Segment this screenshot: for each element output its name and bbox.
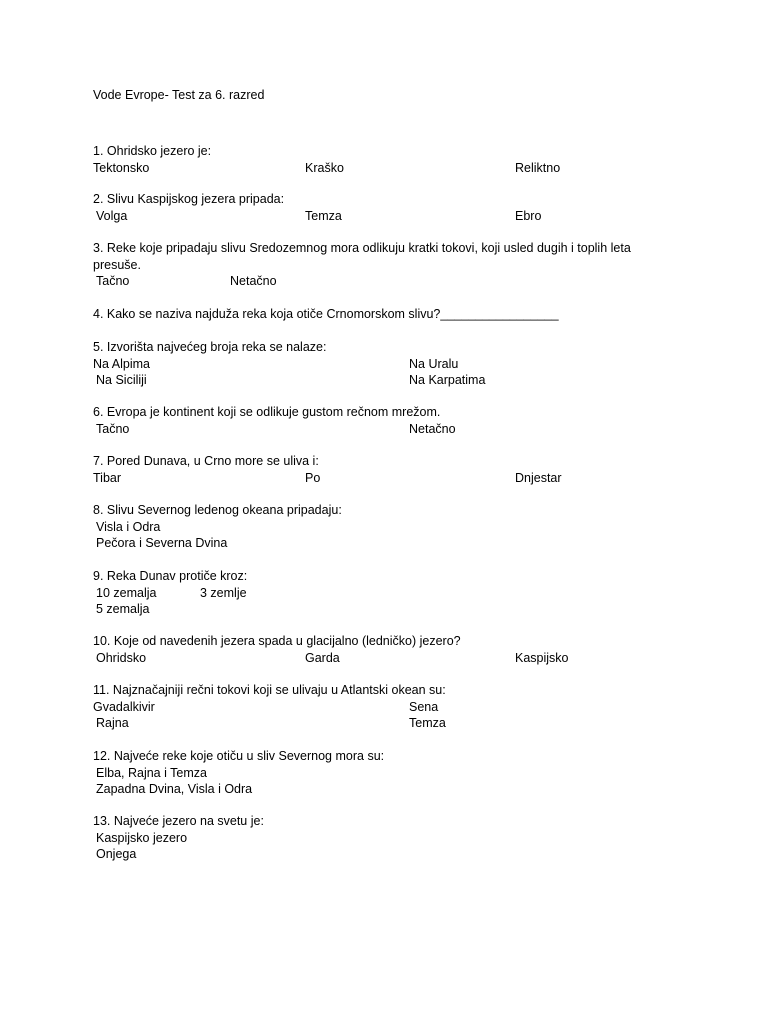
question-3	[93, 240, 668, 290]
options-row	[93, 781, 693, 798]
question-text: 8. Slivu Severnog ledenog okeana pripadaju:	[93, 503, 342, 517]
option: Kaspijsko	[515, 650, 569, 665]
options-row	[93, 846, 693, 863]
option: Rajna	[96, 716, 129, 730]
option: 3 zemlje	[200, 585, 247, 600]
option: Garda	[305, 650, 340, 665]
option: 5 zemalja	[96, 602, 150, 616]
question-text: 3. Reke koje pripadaju slivu Sredozemnog mora odlikuju kratki tokovi, koji usled dugih i toplih leta presuše.	[93, 241, 631, 272]
question-2	[93, 191, 693, 224]
option: Visla i Odra	[96, 519, 161, 534]
option: Na Karpatima	[409, 373, 486, 387]
options-row	[93, 160, 693, 177]
document-title: Vode Evrope- Test za 6. razred	[93, 88, 265, 102]
option: Tibar	[93, 470, 122, 485]
options-row	[93, 830, 693, 847]
option: Temza	[305, 208, 342, 223]
option: Kaspijsko jezero	[96, 830, 188, 845]
question-1	[93, 143, 693, 176]
options-row	[93, 585, 693, 602]
option: Onjega	[96, 847, 137, 861]
options-row	[93, 765, 693, 782]
options-row	[93, 421, 693, 438]
option: Tektonsko	[93, 160, 150, 175]
option: Volga	[96, 208, 128, 223]
option: Kraško	[305, 160, 344, 175]
question-text: 9. Reka Dunav protiče kroz:	[93, 569, 248, 583]
option: Temza	[409, 716, 446, 730]
question-5	[93, 339, 693, 389]
question-text: 7. Pored Dunava, u Crno more se uliva i:	[93, 454, 319, 468]
option: Ebro	[515, 208, 542, 223]
question-4	[93, 306, 693, 323]
option: Gvadalkivir	[93, 699, 155, 714]
option: Na Uralu	[409, 356, 459, 371]
question-text: 2. Slivu Kaspijskog jezera pripada:	[93, 192, 285, 206]
options-row	[93, 356, 693, 373]
option: Tačno	[96, 274, 130, 288]
option: Netačno	[409, 421, 456, 436]
question-6	[93, 404, 693, 437]
question-11	[93, 682, 693, 732]
option: Tačno	[96, 421, 130, 436]
question-8	[93, 502, 693, 552]
options-row	[93, 601, 693, 618]
question-text: 5. Izvorišta najvećeg broja reka se nalaze:	[93, 340, 327, 354]
options-row	[93, 470, 693, 487]
options-row	[93, 715, 693, 732]
option: Reliktno	[515, 160, 561, 175]
option: Po	[305, 470, 321, 485]
options-row	[93, 650, 693, 667]
options-row	[93, 273, 668, 290]
options-row	[93, 372, 693, 389]
option: Zapadna Dvina, Visla i Odra	[96, 782, 253, 796]
question-9	[93, 568, 693, 618]
options-row	[93, 208, 693, 225]
question-text: 4. Kako se naziva najduža reka koja otiče Crnomorskom slivu?_________________	[93, 307, 559, 321]
question-text: 12. Najveće reke koje otiču u sliv Severnog mora su:	[93, 749, 385, 763]
option: Na Alpima	[93, 356, 150, 371]
options-row	[93, 519, 693, 536]
question-text: 1. Ohridsko jezero je:	[93, 144, 212, 158]
option: Na Siciliji	[96, 373, 147, 387]
option: Dnjestar	[515, 470, 562, 485]
option: Elba, Rajna i Temza	[96, 765, 207, 780]
option: Netačno	[230, 274, 277, 288]
question-13	[93, 813, 693, 863]
question-10	[93, 633, 693, 666]
options-row	[93, 535, 693, 552]
question-text: 6. Evropa je kontinent koji se odlikuje gustom rečnom mrežom.	[93, 405, 441, 419]
question-text: 13. Najveće jezero na svetu je:	[93, 814, 264, 828]
option: Pečora i Severna Dvina	[96, 536, 228, 550]
options-row	[93, 699, 693, 716]
option: Sena	[409, 699, 439, 714]
question-text: 10. Koje od navedenih jezera spada u glacijalno (ledničko) jezero?	[93, 634, 461, 648]
option: 10 zemalja	[96, 585, 157, 600]
option: Ohridsko	[96, 650, 147, 665]
question-12	[93, 748, 693, 798]
question-7	[93, 453, 693, 486]
question-text: 11. Najznačajniji rečni tokovi koji se ulivaju u Atlantski okean su:	[93, 683, 446, 697]
